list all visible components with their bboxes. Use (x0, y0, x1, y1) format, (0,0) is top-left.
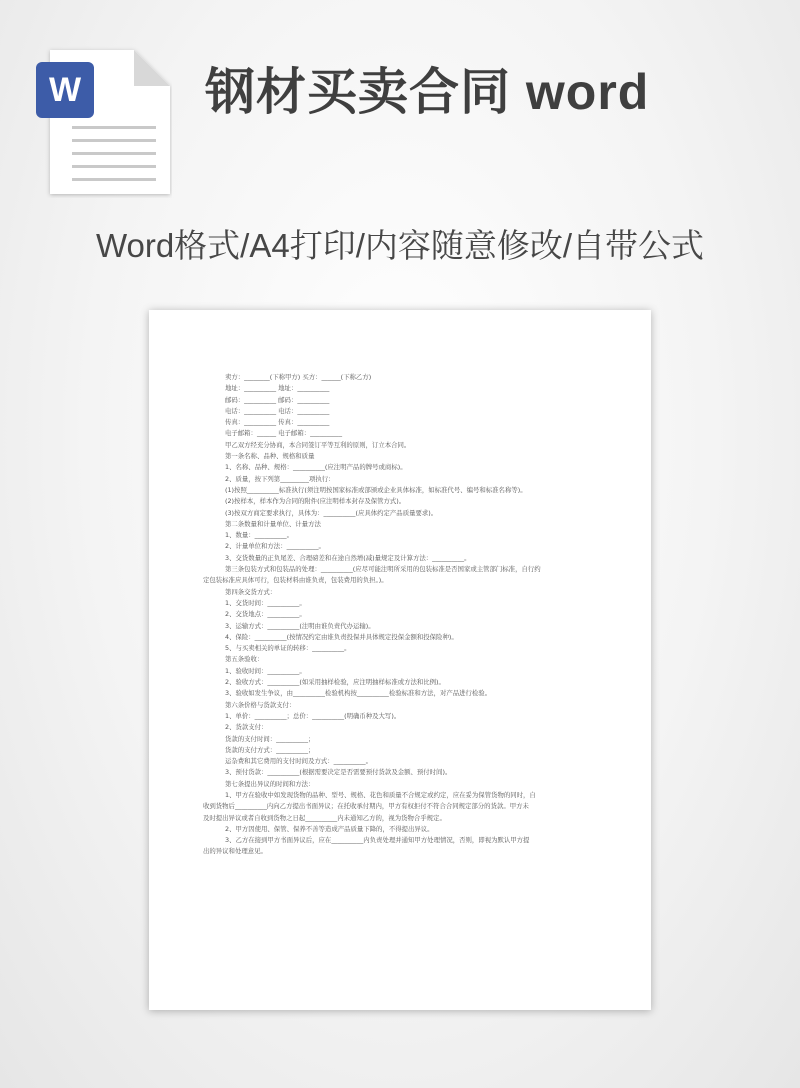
document-line: 第四条交货方式： (225, 587, 277, 596)
document-line: 3、预付货款：__________(根据需要决定是否需要预付货款及金额、预付时间)。 (225, 768, 452, 777)
document-line: 电话：__________ 电话：__________ (225, 406, 330, 415)
document-line: 1、单价：__________；总价：__________(明确币种及大写)。 (225, 711, 401, 720)
document-line: 货款的支付时间：__________； (225, 734, 315, 743)
document-line: 第一条名称、品种、规格和质量 (225, 452, 315, 461)
document-line: 传真：__________ 传真：__________ (225, 418, 330, 427)
document-line: 第二条数量和计量单位、计量方法 (225, 519, 321, 528)
document-line: 3、乙方在接到甲方书面异议后，应在__________内负责处理并通知甲方处理情况，否则，即视为默认甲方提 (225, 836, 530, 845)
document-line: 电子邮箱：______ 电子邮箱：__________ (225, 429, 343, 438)
document-line: 1、名称、品种、规格：__________(应注明产品的牌号或商标)。 (225, 463, 407, 472)
document-preview-page (149, 310, 651, 1010)
document-line: 运杂费和其它费用的支付时间及方式：__________。 (225, 757, 372, 766)
document-line: 第七条提出异议的时间和方法： (225, 779, 315, 788)
document-line: 2、验收方式：__________(如采用抽样检验，应注明抽样标准或方法和比例)。 (225, 678, 445, 687)
document-line: 卖方：________(下称甲方) 买方：______(下称乙方) (225, 373, 372, 381)
document-line: (1)按照__________标准执行(须注明按国家标准或部颁或企业具体标准，如标准代号、编号和标准名称等)。 (225, 485, 527, 494)
document-line: 2、甲方因使用、保管、保养不善等造成产品质量下降的，不得提出异议。 (225, 824, 434, 833)
document-line: 3、交货数量的正负尾差、合理磅差和在途自然增(减)量规定及计算方法：__________。 (225, 553, 471, 562)
document-line: 1、验收时间：__________。 (225, 666, 306, 675)
document-line: 3、运输方式：__________(注明由谁负责代办运输)。 (225, 621, 375, 630)
word-document-icon (36, 46, 172, 198)
document-line: (2)按样本，样本作为合同的附件(应注明样本封存及保管方式)。 (225, 497, 406, 506)
document-line: 1、甲方在验收中如发现货物的品种、型号、规格、花色和质量不合规定或约定，应在妥为保管货物的同时，自 (225, 790, 536, 799)
document-line: 及时提出异议或者自收到货物之日起__________内未通知乙方的，视为货物合乎规定。 (203, 813, 446, 822)
page-title: 钢材买卖合同 word (205, 64, 650, 120)
document-line: (3)按双方商定要求执行，具体为：__________(应具体约定产品质量要求)。 (225, 508, 438, 517)
document-line: 第三条包装方式和包装品的处理：__________(应尽可能注明所采用的包装标准是否国家或主管部门标准，自行约 (225, 565, 541, 574)
document-line: 甲乙双方经充分协商，本合同签订平等互利的原则，订立本合同。 (225, 440, 411, 449)
document-line: 1、数量：__________。 (225, 531, 293, 540)
document-line: 4、保险：__________(按情况约定由谁负责投保并具体规定投保金额和投保险种)。 (225, 632, 458, 641)
document-line: 5、与买卖相关的单证的转移：__________。 (225, 644, 351, 653)
document-line: 2、计量单位和方法：__________。 (225, 542, 325, 551)
document-line: 出的异议和处理意见。 (203, 847, 267, 856)
document-line: 邮码：__________ 邮码：__________ (225, 395, 330, 404)
document-line: 3、验收如发生争议，由__________检验机构按__________检验标准和方法，对产品进行检验。 (225, 689, 492, 698)
document-line: 1、交货时间：__________。 (225, 598, 306, 607)
word-badge-letter: W (48, 71, 82, 109)
page-subtitle: Word格式/A4打印/内容随意修改/自带公式 (95, 227, 705, 264)
document-line: 2、质量，按下列第_________项执行： (225, 474, 335, 483)
document-line: 收到货物后__________内向乙方提出书面异议；在托收承付期内，甲方有权拒付不符合合同规定部分的货款。甲方未 (203, 802, 529, 811)
document-line: 定包装标准应具体可行，包装材料由谁负责，包装费用的负担。)。 (203, 576, 388, 585)
document-line: 货款的支付方式：__________； (225, 745, 315, 754)
document-body (203, 372, 581, 858)
document-line: 第五条验收： (225, 655, 264, 664)
document-line: 地址：__________ 地址：__________ (225, 384, 330, 393)
document-line: 第六条价格与货款支付： (225, 700, 296, 709)
document-line: 2、货款支付： (225, 723, 268, 732)
document-line: 2、交货地点：__________。 (225, 610, 306, 619)
